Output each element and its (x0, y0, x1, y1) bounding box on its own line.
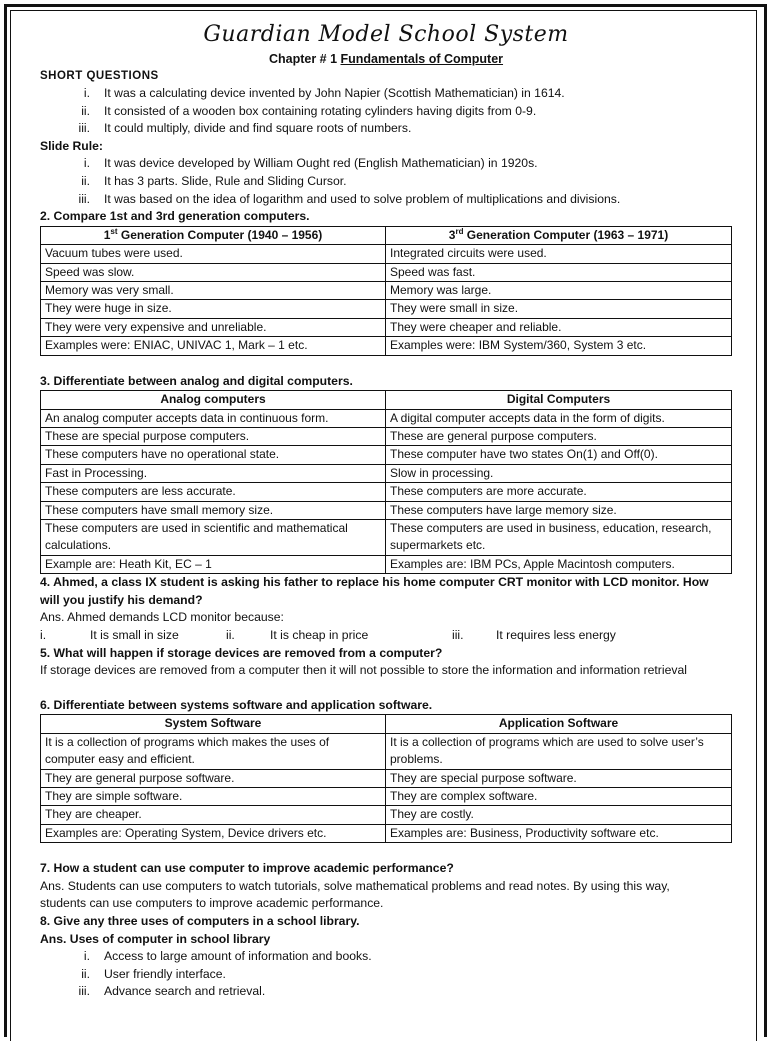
header-sup: st (110, 226, 118, 236)
library-uses-list (40, 948, 732, 1001)
table-cell: They are cheaper. (41, 806, 386, 824)
table-cell: Examples are: Business, Productivity software etc. (386, 824, 732, 842)
q7-answer-line1: Ans. Students can use computers to watch tutorials, solve mathematical problems and read notes. By using this way, (40, 878, 670, 893)
q5-question: 5. What will happen if storage devices are removed from a computer? (40, 645, 443, 660)
q8-question: 8. Give any three uses of computers in a school library. (40, 914, 360, 929)
list-text: It is cheap in price (270, 628, 369, 643)
table-header-cell: Application Software (386, 715, 732, 733)
table-row (41, 520, 732, 556)
table-row (41, 337, 732, 355)
table-row (41, 788, 732, 806)
table-row (41, 555, 732, 573)
table-cell: Examples were: IBM System/360, System 3 etc. (386, 337, 732, 355)
q6-question: 6. Differentiate between systems software and application software. (40, 697, 433, 712)
table-row (41, 245, 732, 263)
chapter-number: Chapter # 1 (268, 52, 341, 66)
list-number: iii. (78, 191, 90, 206)
list-number: i. (83, 156, 90, 171)
table-cell: They were very expensive and unreliable. (41, 318, 386, 336)
table-row (41, 409, 732, 427)
table-row (41, 824, 732, 842)
list-item (40, 103, 732, 121)
table-cell: These computers are more accurate. (386, 483, 732, 501)
table-header-row (41, 715, 732, 733)
table-row (41, 263, 732, 281)
list-text: User friendly interface. (104, 966, 226, 981)
table-cell: Examples are: Operating System, Device drivers etc. (41, 824, 386, 842)
q2-question: 2. Compare 1st and 3rd generation computers. (40, 209, 310, 224)
table-row (41, 806, 732, 824)
table-cell: They were cheaper and reliable. (386, 318, 732, 336)
q8-answer: Ans. Uses of computer in school library (40, 931, 271, 946)
table-row (41, 733, 732, 769)
list-text: Access to large amount of information and books. (104, 949, 372, 964)
list-number: i. (40, 628, 47, 643)
napier-list (40, 85, 732, 138)
list-item (40, 120, 732, 138)
list-number: iii. (78, 984, 90, 999)
header-text: 1 (103, 227, 111, 242)
table-cell: Speed was slow. (41, 263, 386, 281)
table-cell: It is a collection of programs which makes the uses of computer easy and efficient. (41, 733, 386, 769)
q3-question: 3. Differentiate between analog and digital computers. (40, 373, 353, 388)
list-item (40, 948, 732, 966)
software-comparison-table (40, 714, 732, 843)
table-cell: These computers have small memory size. (41, 501, 386, 519)
table-cell: They are special purpose software. (386, 769, 732, 787)
header-text: Generation Computer (1940 – 1956) (117, 227, 323, 242)
table-cell: Vacuum tubes were used. (41, 245, 386, 263)
chapter-heading (40, 50, 732, 68)
table-cell: These computers have no operational state. (41, 446, 386, 464)
list-text: It was device developed by William Ought red (English Mathematician) in 1920s. (104, 156, 538, 171)
table-cell: It is a collection of programs which are used to solve user’s problems. (386, 733, 732, 769)
document-page (40, 20, 732, 1001)
table-cell: Integrated circuits were used. (386, 245, 732, 263)
table-header-cell (41, 226, 386, 244)
short-questions-heading: SHORT QUESTIONS (40, 70, 159, 82)
slide-rule-list (40, 155, 732, 208)
lcd-reasons-list (40, 627, 732, 645)
list-item (40, 173, 732, 191)
header-text: 3 (448, 227, 456, 242)
q4-question-line2: will you justify his demand? (40, 592, 203, 607)
header-text: Generation Computer (1963 – 1971) (463, 227, 669, 242)
table-header-cell: Analog computers (41, 391, 386, 409)
list-item (40, 85, 732, 103)
q7-question: 7. How a student can use computer to improve academic performance? (40, 861, 454, 876)
table-cell: These computer have two states On(1) and Off(0). (386, 446, 732, 464)
table-header-cell: System Software (41, 715, 386, 733)
table-row (41, 769, 732, 787)
chapter-title: Fundamentals of Computer (340, 52, 504, 66)
list-number: ii. (81, 966, 90, 981)
table-cell: They were small in size. (386, 300, 732, 318)
table-row (41, 281, 732, 299)
table-cell: Fast in Processing. (41, 464, 386, 482)
table-header-row (41, 391, 732, 409)
q5-answer: If storage devices are removed from a computer then it will not possible to store the information and information retrieval (40, 663, 687, 678)
list-text: It could multiply, divide and find square roots of numbers. (104, 121, 412, 136)
table-cell: Slow in processing. (386, 464, 732, 482)
generation-comparison-table (40, 226, 732, 356)
spacer (40, 843, 732, 860)
list-text: It requires less energy (496, 628, 616, 643)
list-item (40, 983, 732, 1001)
q7-answer-line2: students can use computers to improve academic performance. (40, 896, 384, 911)
school-title: Guardian Model School System (203, 22, 569, 47)
analog-digital-table (40, 390, 732, 574)
q4-answer: Ans. Ahmed demands LCD monitor because: (40, 610, 284, 625)
list-number: iii. (78, 121, 90, 136)
list-text: Advance search and retrieval. (104, 984, 266, 999)
table-cell: A digital computer accepts data in the form of digits. (386, 409, 732, 427)
table-cell: Memory was large. (386, 281, 732, 299)
list-item (40, 191, 732, 209)
table-header-cell (386, 226, 732, 244)
table-cell: Examples were: ENIAC, UNIVAC 1, Mark – 1 etc. (41, 337, 386, 355)
table-row (41, 446, 732, 464)
list-number: ii. (81, 173, 90, 188)
list-number: ii. (226, 628, 235, 643)
spacer (40, 680, 732, 697)
table-row (41, 501, 732, 519)
table-cell: Examples are: IBM PCs, Apple Macintosh computers. (386, 555, 732, 573)
q4-question-line1: 4. Ahmed, a class IX student is asking his father to replace his home computer CRT monitor with LCD monitor. How (40, 575, 709, 590)
table-cell: Speed was fast. (386, 263, 732, 281)
table-cell: They are costly. (386, 806, 732, 824)
table-cell: These computers are used in business, education, research, supermarkets etc. (386, 520, 732, 556)
table-cell: They are general purpose software. (41, 769, 386, 787)
list-number: i. (83, 949, 90, 964)
list-text: It is small in size (90, 628, 179, 643)
table-cell: Example are: Heath Kit, EC – 1 (41, 555, 386, 573)
table-cell: They were huge in size. (41, 300, 386, 318)
list-text: It was based on the idea of logarithm and used to solve problem of multiplications and divisions. (104, 191, 621, 206)
table-row (41, 428, 732, 446)
table-header-row (41, 226, 732, 244)
table-cell: An analog computer accepts data in continuous form. (41, 409, 386, 427)
list-item (40, 155, 732, 173)
table-row (41, 464, 732, 482)
list-text: It has 3 parts. Slide, Rule and Sliding Cursor. (104, 173, 347, 188)
list-number: ii. (81, 103, 90, 118)
header-sup: rd (455, 226, 464, 236)
list-number: i. (83, 86, 90, 100)
table-cell: These computers are used in scientific and mathematical calculations. (41, 520, 386, 556)
table-cell: They are simple software. (41, 788, 386, 806)
table-cell: Memory was very small. (41, 281, 386, 299)
table-row (41, 300, 732, 318)
table-cell: These are special purpose computers. (41, 428, 386, 446)
table-cell: These computers have large memory size. (386, 501, 732, 519)
list-text: It was a calculating device invented by John Napier (Scottish Mathematician) in 1614. (104, 86, 565, 100)
table-cell: These computers are less accurate. (41, 483, 386, 501)
table-header-cell: Digital Computers (386, 391, 732, 409)
spacer (40, 356, 732, 373)
slide-rule-heading: Slide Rule: (40, 138, 103, 153)
table-cell: They are complex software. (386, 788, 732, 806)
table-row (41, 483, 732, 501)
list-text: It consisted of a wooden box containing rotating cylinders having digits from 0-9. (104, 103, 537, 118)
table-cell: These are general purpose computers. (386, 428, 732, 446)
list-item (40, 966, 732, 984)
table-row (41, 318, 732, 336)
list-number: iii. (452, 628, 464, 643)
